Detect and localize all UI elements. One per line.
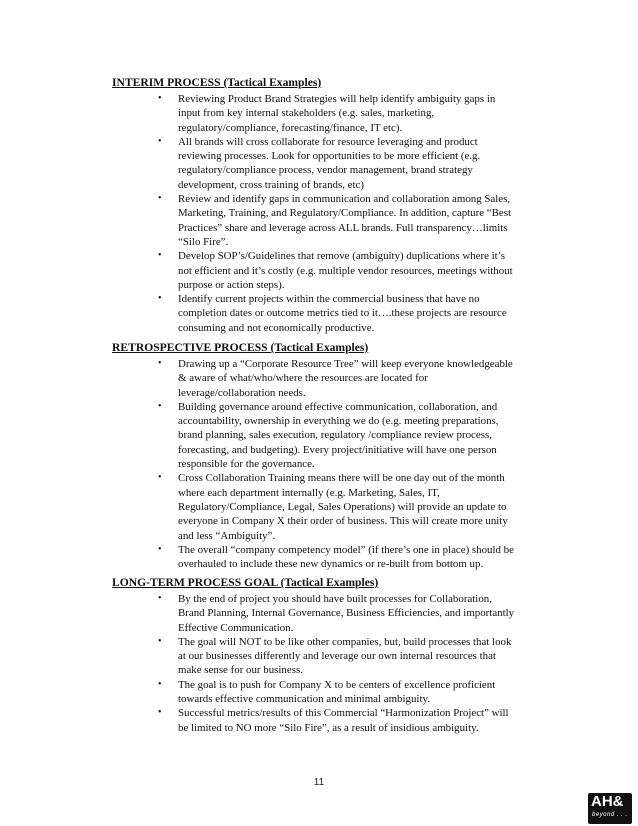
bullet-line: Cross Collaboration Training means there will be one day out of the month [178,472,505,485]
bullet-line: accountability, ownership in everything we do (e.g. meeting preparations, [178,415,499,428]
long-term-goal-section [112,576,542,735]
bullet-dot-icon: • [158,678,162,690]
bullet-line: completion dates or outcome metrics tied to it….these projects are resource [178,307,507,320]
bullet-line: Reviewing Product Brand Strategies will help identify ambiguity gaps in [178,93,496,105]
bullet-dot-icon: • [158,400,162,412]
bullet-line: overhauled to include these new dynamics or re-built from bottom up. [178,558,484,571]
bullet-line: everyone in Company X their order of business. This will create more unity [178,515,508,528]
bullet-line: All brands will cross collaborate for resource leveraging and product [178,135,478,148]
bullet-line: regulatory/compliance, forecasting/finance, IT etc). [178,121,403,134]
bullet-dot-icon: • [158,250,162,262]
bullet-line: and less “Ambiguity”. [178,529,276,542]
bullet-line: purpose or action steps). [178,278,285,291]
bullet-line: & aware of what/who/where the resources are located for [178,372,428,385]
bullet-line: brand planning, sales execution, regulatory /compliance review process, [178,429,492,442]
bullet-line: Effective Communication. [178,621,294,634]
bullet-item [112,192,542,249]
bullet-list [112,592,542,735]
bullet-item [112,135,542,192]
bullet-item [112,592,542,635]
logo-tagline: beyond . . . [592,812,628,818]
bullet-item [112,635,542,678]
bullet-item [112,400,542,471]
interim-process-section [112,76,542,335]
bullet-item [112,678,542,707]
bullet-dot-icon: • [158,635,162,647]
bullet-line: development, cross training of brands, etc) [178,178,364,191]
brand-logo [588,793,632,824]
logo-mark: AH& [591,793,624,810]
bullet-line: Successful metrics/results of this Commercial “Harmonization Project” will [178,707,509,720]
bullet-line: Brand Planning, Internal Governance, Business Efficiencies, and importantly [178,607,515,620]
bullet-line: Identify current projects within the commercial business that have no [178,293,480,306]
bullet-item [112,292,542,335]
bullet-line: Review and identify gaps in communication and collaboration among Sales, [178,193,511,206]
bullet-line: Develop SOP’s/Guidelines that remove (ambiguity) duplications where it’s [178,250,505,263]
bullet-dot-icon: • [158,543,162,555]
bullet-dot-icon: • [158,93,162,104]
bullet-line: be limited to NO more “Silo Fire”, as a result of insidious ambiguity. [178,721,479,734]
section-heading: RETROSPECTIVE PROCESS (Tactical Examples) [112,341,369,354]
bullet-item [112,706,542,735]
bullet-dot-icon: • [158,135,162,147]
retrospective-process-section [112,341,542,571]
bullet-dot-icon: • [158,707,162,719]
bullet-line: leverage/collaboration needs. [178,386,306,399]
bullet-line: Drawing up a “Corporate Resource Tree” will keep everyone knowledgeable [178,358,513,370]
bullet-line: forecasting, and budgeting). Every project/initiative will have one person [178,443,497,456]
bullet-line: The overall “company competency model” (if there’s one in place) should be [178,543,514,556]
bullet-line: Regulatory/Compliance, Legal, Sales Operations) will provide an update to [178,500,507,513]
bullet-line: at our businesses differently and leverage our own internal resources that [178,650,496,663]
bullet-line: responsible for the governance. [178,458,315,471]
bullet-line: make sense for our business. [178,664,303,677]
bullet-line: The goal will NOT to be like other companies, but, build processes that look [178,635,512,648]
bullet-line: where each department internally (e.g. Marketing, Sales, IT, [178,486,440,499]
bullet-item [112,92,542,135]
bullet-line: “Silo Fire”. [178,235,229,248]
bullet-dot-icon: • [158,293,162,305]
section-heading: INTERIM PROCESS (Tactical Examples) [112,76,322,89]
bullet-line: Practices” share and leverage across ALL brands. Full transparency…limits [178,221,508,234]
bullet-dot-icon: • [158,193,162,205]
bullet-list [112,92,542,335]
page-number: 11 [313,777,325,788]
bullet-line: By the end of project you should have built processes for Collaboration, [178,593,492,605]
bullet-line: Marketing, Training, and Regulatory/Compliance. In addition, capture “Best [178,207,512,220]
bullet-line: towards effective communication and minimal ambiguity. [178,693,430,706]
bullet-item [112,543,542,572]
bullet-dot-icon: • [158,593,162,604]
bullet-line: consuming and not economically productive. [178,321,375,334]
bullet-list [112,357,542,571]
section-heading: LONG-TERM PROCESS GOAL (Tactical Examples) [112,576,379,589]
bullet-line: not efficient and it’s costly (e.g. multiple vendor resources, meetings without [178,264,513,277]
bullet-dot-icon: • [158,358,162,369]
bullet-line: reviewing processes. Look for opportunities to be more efficient (e.g. [178,150,481,163]
bullet-dot-icon: • [158,472,162,484]
bullet-line: The goal is to push for Company X to be centers of excellence proficient [178,678,496,691]
bullet-item [112,471,542,542]
bullet-line: input from key internal stakeholders (e.g. sales, marketing, [178,107,435,120]
bullet-item [112,357,542,400]
bullet-line: regulatory/compliance process, vendor management, brand strategy [178,164,473,177]
bullet-item [112,249,542,292]
bullet-line: Building governance around effective communication, collaboration, and [178,400,498,413]
